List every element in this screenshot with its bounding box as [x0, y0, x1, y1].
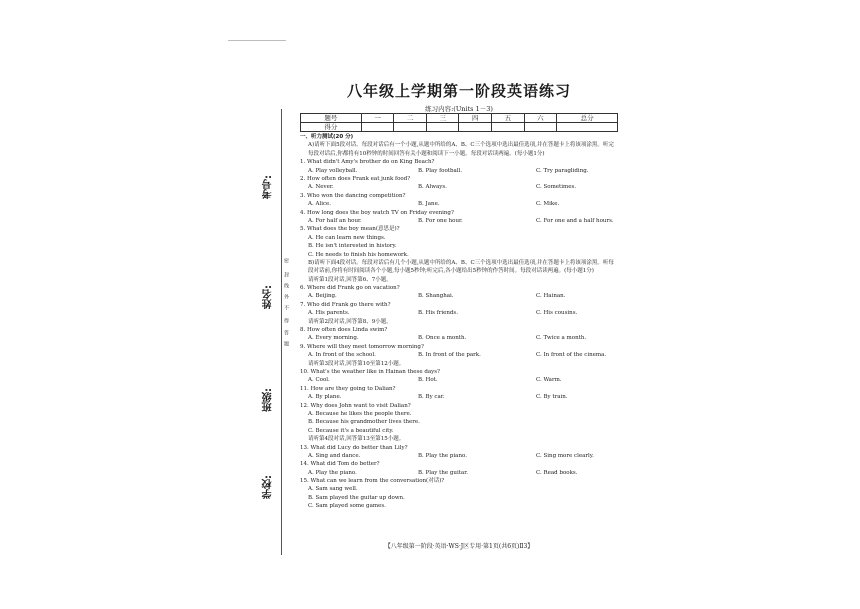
answer-option[interactable]: A. In front of the school. [308, 352, 376, 359]
audio-note: 请听第1段对话,回答第6、7小题。 [308, 276, 392, 283]
option-row [300, 376, 618, 384]
score-cell[interactable] [426, 123, 459, 132]
answer-option[interactable]: A. Cool. [308, 377, 330, 384]
option-row [300, 183, 618, 191]
answer-option[interactable]: C. For one and a half hours. [536, 217, 614, 224]
option-row [300, 351, 618, 359]
listening-section [300, 133, 618, 511]
answer-option[interactable]: B. By car. [418, 394, 445, 401]
seal-char: 题 [283, 341, 289, 346]
answer-option[interactable]: C. Read books. [536, 469, 578, 476]
question-stem: 5. What does the boy mean(意思是)? [300, 226, 400, 233]
answer-option[interactable]: A. Every morning. [308, 335, 359, 342]
option-row [300, 469, 618, 477]
answer-option[interactable]: B. Hot. [418, 377, 438, 384]
answer-option[interactable]: C. Warm. [536, 377, 562, 384]
school-label: 学校: [263, 475, 274, 499]
audio-note: 请听第3段对话,回答第10至第12小题。 [308, 360, 405, 367]
option-row [300, 217, 618, 225]
answer-option[interactable]: B. Jane. [418, 201, 440, 208]
page-footer: 【八年级第一阶段·英语·WS·J区专用·第1页(共6页)Ⅱ3】 [384, 543, 534, 550]
score-header-cell: 五 [492, 114, 525, 123]
section-title: 一、听力测试(20 分) [300, 134, 354, 140]
answer-option[interactable]: A. Alice. [308, 201, 332, 208]
score-cell[interactable] [394, 123, 427, 132]
question-list [300, 158, 618, 510]
answer-option[interactable]: C. Try paragliding. [536, 167, 589, 174]
answer-option[interactable]: A. Play the piano. [308, 469, 357, 476]
score-cell[interactable] [459, 123, 492, 132]
answer-option[interactable]: B. Play football. [418, 167, 463, 174]
score-header-cell: 六 [524, 114, 557, 123]
answer-option[interactable]: B. In front of the park. [418, 352, 481, 359]
audio-note: 请听第2段对话,回答第8、9小题。 [308, 318, 392, 325]
answer-option[interactable]: B. Sam played the guitar up down. [308, 494, 405, 501]
option-row [300, 167, 618, 175]
answer-option[interactable]: C. He needs to finish his homework. [308, 251, 409, 258]
answer-option[interactable]: B. Shanghai. [418, 293, 454, 300]
part-b-instructions: B)请听下面4段对话。每段对话后有几个小题,从题中所给的A、B、C三个选项中选出最佳选项,并在答题卡上将该项涂黑。听每段对话前,你将有时间阅读各个小题,每小题5秒钟;听完后,各小题给出5秒钟的作答时间。每段对话读两遍。(每小题1分) [308, 259, 614, 275]
answer-option[interactable]: A. Beijing. [308, 293, 337, 300]
answer-option[interactable]: A. Sing and dance. [308, 452, 361, 459]
option-row [300, 393, 618, 401]
answer-option[interactable]: C. Sometimes. [536, 184, 577, 191]
answer-option[interactable]: A. Sam sang well. [308, 486, 358, 493]
answer-option[interactable]: A. Never. [308, 184, 334, 191]
score-header-cell: 二 [394, 114, 427, 123]
question-stem: 4. How long does the boy watch TV on Friday evening? [300, 209, 454, 216]
question-stem: 11. How are they going to Dalian? [300, 385, 396, 392]
answer-option[interactable]: B. He isn't interested in history. [308, 243, 397, 250]
answer-option[interactable]: A. Play volleyball. [308, 167, 358, 174]
seal-char: 答 [283, 330, 289, 335]
score-header-cell: 总分 [557, 114, 618, 123]
top-rule [228, 40, 286, 41]
answer-option[interactable]: C. Mike. [536, 201, 560, 208]
seal-char: 线 [283, 283, 289, 288]
answer-option[interactable]: B. Because his grandmother lives there. [308, 419, 420, 426]
question-stem: 6. Where did Frank go on vacation? [300, 285, 400, 292]
answer-option[interactable]: C. Sam played some games. [308, 503, 386, 510]
part-a-instructions: A)请听下面5段对话。每段对话后有一个小题,从题中所给的A、B、C三个选项中选出最佳选项,并在答题卡上将该项涂黑。听完每段对话后,你都将有10秒钟的时间回答有关小题和阅读下一小题。每段对话读两遍。(每小题1分) [308, 142, 614, 157]
seal-char: 外 [283, 294, 289, 299]
question-stem: 3. Who won the dancing competition? [300, 192, 406, 199]
question-stem: 15. What can we learn from the conversation(对话)? [300, 478, 445, 485]
answer-option[interactable]: B. Always. [418, 184, 447, 191]
question-stem: 10. What's the weather like in Hainan these days? [300, 369, 441, 375]
question-stem: 9. Where will they meet tomorrow morning? [300, 343, 424, 350]
answer-option[interactable]: C. Because it's a beautiful city. [308, 427, 394, 434]
seal-char: 不 [283, 305, 289, 310]
seal-char: 密 [283, 258, 289, 263]
question-stem: 2. How often does Frank eat junk food? [300, 175, 411, 182]
score-cell[interactable] [361, 123, 394, 132]
seal-char: 得 [283, 318, 289, 323]
question-stem: 14. What did Tom do better? [300, 461, 380, 468]
score-row-label: 得分 [301, 123, 362, 132]
question-stem: 8. How often does Linda swim? [300, 327, 388, 334]
answer-option[interactable]: C. In front of the cinema. [536, 352, 607, 359]
score-table-header-row [301, 114, 618, 123]
answer-option[interactable]: C. Hainan. [536, 293, 566, 300]
score-cell[interactable] [492, 123, 525, 132]
score-cell[interactable] [524, 123, 557, 132]
class-label: 班级: [263, 388, 274, 412]
answer-option[interactable]: A. For half an hour. [308, 217, 362, 224]
option-row [300, 334, 618, 342]
answer-option[interactable]: C. His cousins. [536, 310, 578, 317]
question-stem: 1. What didn't Amy's brother do on King Beach? [300, 159, 435, 166]
answer-option[interactable]: A. His parents. [308, 310, 350, 317]
score-header-cell: 四 [459, 114, 492, 123]
answer-option[interactable]: A. Because he likes the people there. [308, 410, 412, 417]
answer-option[interactable]: C. Twice a month. [536, 335, 587, 342]
score-header-cell: 三 [426, 114, 459, 123]
answer-option[interactable]: B. Play the piano. [418, 452, 467, 459]
score-table-score-row [301, 123, 618, 132]
answer-option[interactable]: C. Sing more clearly. [536, 452, 594, 459]
option-row [300, 200, 618, 208]
answer-option[interactable]: B. Once a month. [418, 335, 467, 342]
page-title: 八年级上学期第一阶段英语练习 [346, 82, 571, 100]
score-table [300, 113, 618, 132]
option-row [300, 309, 618, 317]
question-stem: 13. What did Lucy do better than Lily? [300, 444, 408, 451]
answer-option[interactable]: B. His friends. [418, 310, 458, 317]
exam-number-label: 考号: [263, 175, 274, 199]
option-row [300, 292, 618, 300]
answer-option[interactable]: B. For one hour. [418, 217, 463, 224]
question-stem: 12. Why does John want to visit Dalian? [300, 402, 411, 409]
score-header-cell: 一 [361, 114, 394, 123]
page-subtitle: 练习内容:(Units 1－3) [425, 105, 493, 113]
score-cell[interactable] [557, 123, 618, 132]
seal-char: 封 [283, 272, 289, 277]
option-row [300, 452, 618, 460]
answer-option[interactable]: B. Play the guitar. [418, 469, 468, 476]
name-label: 姓名: [263, 285, 274, 309]
audio-note: 请听第4段对话,回答第13至第15小题。 [308, 436, 405, 443]
answer-option[interactable]: A. He can learn new things. [308, 234, 386, 241]
answer-option[interactable]: A. By plane. [308, 394, 342, 401]
answer-option[interactable]: C. By train. [536, 394, 568, 401]
score-header-cell: 题号 [301, 114, 362, 123]
question-stem: 7. Who did Frank go there with? [300, 301, 391, 308]
